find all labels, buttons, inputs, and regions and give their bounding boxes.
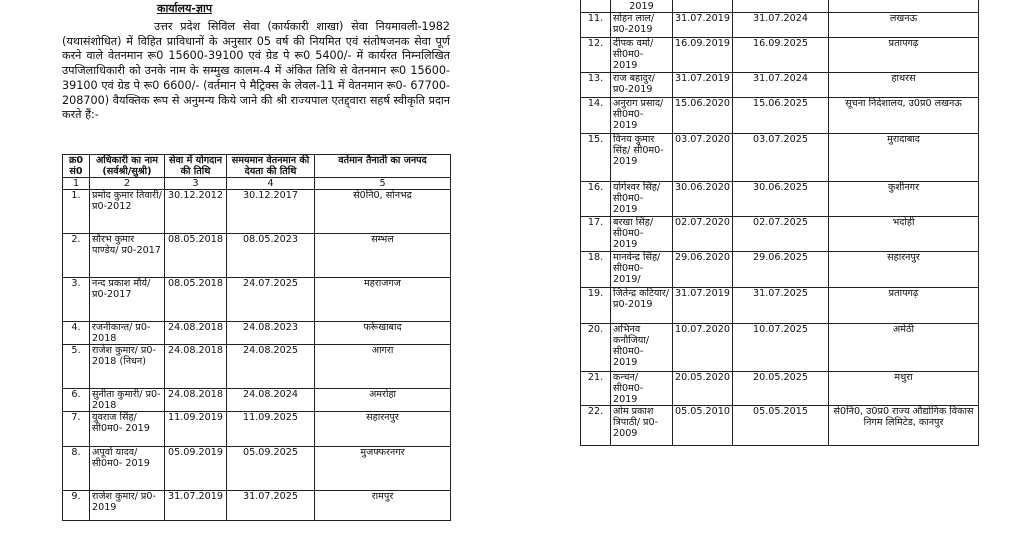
cell-due-date: 16.09.2025 (733, 38, 829, 73)
cell-due-date: 24.08.2025 (227, 345, 315, 389)
officers-table-right (580, 0, 979, 446)
table-body-left (63, 190, 451, 521)
cell-serial: 16. (581, 182, 611, 217)
cell-join-date: 24.08.2018 (165, 345, 227, 389)
cell-officer-name: राज बहादुर/ प्र0-2019 (611, 73, 673, 98)
table-row (63, 447, 451, 491)
cell-join-date: 05.09.2019 (165, 447, 227, 491)
cell-officer-name: राजेश कुमार/ प्र0-2018 (निधन) (90, 345, 165, 389)
officers-table-left (62, 154, 451, 521)
cell-serial: 9. (63, 491, 90, 521)
cell-officer-name: अभिनव कनौजिया/ सी0म0- 2019 (611, 324, 673, 372)
cell-join-date: 24.08.2018 (165, 322, 227, 345)
table-row (63, 234, 451, 278)
cell-due-date: 20.05.2025 (733, 372, 829, 406)
cell-join-date: 20.05.2020 (673, 372, 733, 406)
cell-officer-name: विनय कुमार सिंह/ सी0म0- 2019 (611, 134, 673, 182)
cell-officer-name: नन्द प्रकाश मौर्य/ प्र0-2017 (90, 278, 165, 322)
cell-serial: 6. (63, 389, 90, 412)
col-header-join-date: सेवा में योगदान की तिथि (165, 155, 227, 178)
intro-paragraph: उत्तर प्रदेश सिविल सेवा (कार्यकारी शाखा) सेवा नियमावली-1982 (यथासंशोधित) में विहित प्राविधानों के अनुसार 05 वर्ष की नियमित एवं संतोषजनक सेवा पूर्ण करने वाले वेतनमान रू0 15600-39100 एवं ग्रेड पे रू0 5400/- में कार्यरत निम्नलिखित उपजिलाधिकारी को उनके नाम के सम्मुख कालम-4 में अंकित तिथि से वेतनमान रू0 15600-39100 एवं ग्रेड पे रू0 6600/- (वर्तमान पे मैट्रिक्स के लेवल-11 में वेतनमान रू0- 67700-208700) वैयक्तिक रूप से अनुमन्य किये जाने की श्री राज्यपाल एतद्द्वारा सहर्ष स्वीकृति प्रदान करते हैं:- (62, 20, 450, 122)
cell-join-date: 29.06.2020 (673, 252, 733, 288)
col-number: 4 (227, 178, 315, 190)
cell-posting: फर्रूखाबाद (315, 322, 451, 345)
cell-officer-name: सौरभ कुमार पाण्डेय/ प्र0-2017 (90, 234, 165, 278)
cell-posting: मथुरा (829, 372, 979, 406)
cell-join-date: 30.12.2012 (165, 190, 227, 234)
cell-officer-name: कन्चन/ सी0म0- 2019 (611, 372, 673, 406)
table-row (581, 372, 979, 406)
col-number: 1 (63, 178, 90, 190)
cell-due-date: 24.08.2024 (227, 389, 315, 412)
cell-join-date: 03.07.2020 (673, 134, 733, 182)
table-row (63, 491, 451, 521)
cell-due-date: 10.07.2025 (733, 324, 829, 372)
cell-serial: 11. (581, 13, 611, 38)
table-row-fragment (581, 0, 979, 13)
cell-serial: 12. (581, 38, 611, 73)
cell-officer-name: रजनीकान्त/ प्र0-2018 (90, 322, 165, 345)
table-row (581, 252, 979, 288)
cell-serial: 19. (581, 288, 611, 324)
cell-serial: 20. (581, 324, 611, 372)
table-row (581, 217, 979, 252)
cell-due-date: 30.12.2017 (227, 190, 315, 234)
col-header-posting: वर्तमान तैनाती का जनपद (315, 155, 451, 178)
cell-due-date: 03.07.2025 (733, 134, 829, 182)
table-row (581, 182, 979, 217)
cell-officer-name: बरखा सिंह/ सी0म0- 2019 (611, 217, 673, 252)
table-row (581, 134, 979, 182)
cell-join-date: 08.05.2018 (165, 234, 227, 278)
cell-serial: 14. (581, 98, 611, 134)
table-row (581, 406, 979, 446)
cell-posting: सहारनपुर (829, 252, 979, 288)
cell-serial: 5. (63, 345, 90, 389)
col-number: 3 (165, 178, 227, 190)
column-number-row (63, 178, 451, 190)
document-page-left (62, 0, 450, 538)
cell-officer-name: अपूर्वा यादव/ सी0म0- 2019 (90, 447, 165, 491)
table-row (581, 324, 979, 372)
table-row (63, 412, 451, 447)
cell-officer-name: युवराज सिंह/ सी0म0- 2019 (90, 412, 165, 447)
table-row (63, 278, 451, 322)
cell-join-date: 08.05.2018 (165, 278, 227, 322)
cell-serial: 8. (63, 447, 90, 491)
cell-due-date: 30.06.2025 (733, 182, 829, 217)
col-header-serial: क्र0 सं0 (63, 155, 90, 178)
cell-due-date: 29.06.2025 (733, 252, 829, 288)
cell-serial: 22. (581, 406, 611, 446)
cell-posting: से0नि0, उ0प्र0 राज्य औद्योगिक विकास निगम लिमिटेड, कानपुर (829, 406, 979, 446)
cell-posting: मुजफ्फरनगर (315, 447, 451, 491)
cell-posting: भदोही (829, 217, 979, 252)
cell-join-date: 16.09.2019 (673, 38, 733, 73)
table-row (63, 345, 451, 389)
cell-posting: प्रतापगढ़ (829, 288, 979, 324)
cell-serial: 17. (581, 217, 611, 252)
cell-posting: कुशीनगर (829, 182, 979, 217)
cell-due-date: 15.06.2025 (733, 98, 829, 134)
cell-posting: सहारनपुर (315, 412, 451, 447)
table-row (581, 13, 979, 38)
cell-posting: प्रतापगढ़ (829, 38, 979, 73)
cell-due-date: 08.05.2023 (227, 234, 315, 278)
table-body-right (581, 0, 979, 446)
col-header-due-date: समयमान वेतनमान की देयता की तिथि (227, 155, 315, 178)
cell-due-date: 31.07.2024 (733, 73, 829, 98)
cell-serial: 13. (581, 73, 611, 98)
cell-join-date: 02.07.2020 (673, 217, 733, 252)
cell-serial: 4. (63, 322, 90, 345)
cell-join-date: 24.08.2018 (165, 389, 227, 412)
cell-posting: सम्भल (315, 234, 451, 278)
cell-join-date: 31.07.2019 (673, 288, 733, 324)
cell-join-date: 30.06.2020 (673, 182, 733, 217)
col-number: 2 (90, 178, 165, 190)
table-header-row (63, 155, 451, 178)
cell-officer-name: योगेश्वर सिंह/ सी0म0- 2019 (611, 182, 673, 217)
table-row (581, 73, 979, 98)
cell-officer-name: मानवेन्द्र सिंह/ सी0म0- 2019/ (611, 252, 673, 288)
cell-officer-name: सोहन लाल/ प्र0-2019 (611, 13, 673, 38)
cell-serial: 21. (581, 372, 611, 406)
cell-name-fragment: 2019 (611, 0, 673, 13)
document-heading: कार्यालय-ज्ञाप (157, 2, 213, 15)
cell-serial: 1. (63, 190, 90, 234)
col-header-name: अधिकारी का नाम (सर्वश्री/सुश्री) (90, 155, 165, 178)
cell-posting: सूचना निदेशालय, उ0प्र0 लखनऊ (829, 98, 979, 134)
table-row (581, 98, 979, 134)
table-row (63, 322, 451, 345)
cell-due-date: 31.07.2024 (733, 13, 829, 38)
cell-join-date: 31.07.2019 (165, 491, 227, 521)
table-row (581, 288, 979, 324)
cell-posting: अमेठी (829, 324, 979, 372)
cell-serial: 7. (63, 412, 90, 447)
cell-serial: 15. (581, 134, 611, 182)
cell-posting: से0नि0, सोनभद्र (315, 190, 451, 234)
cell-officer-name: सुनीता कुमारी/ प्र0-2018 (90, 389, 165, 412)
cell-due-date: 31.07.2025 (227, 491, 315, 521)
cell-due-date: 05.09.2025 (227, 447, 315, 491)
cell-due-date: 24.08.2023 (227, 322, 315, 345)
cell-join-date: 10.07.2020 (673, 324, 733, 372)
cell-due-date: 31.07.2025 (733, 288, 829, 324)
cell-posting: आगरा (315, 345, 451, 389)
cell-serial: 18. (581, 252, 611, 288)
cell-due-date: 11.09.2025 (227, 412, 315, 447)
cell-due-date: 05.05.2015 (733, 406, 829, 446)
cell-serial: 3. (63, 278, 90, 322)
cell-serial: 2. (63, 234, 90, 278)
cell-join-date: 05.05.2010 (673, 406, 733, 446)
cell-due-date: 02.07.2025 (733, 217, 829, 252)
table-row (63, 190, 451, 234)
table-row (63, 389, 451, 412)
cell-officer-name: प्रमोद कुमार तिवारी/ प्र0-2012 (90, 190, 165, 234)
cell-join-date: 31.07.2019 (673, 73, 733, 98)
cell-officer-name: ओम प्रकाश त्रिपाठी/ प्र0-2009 (611, 406, 673, 446)
cell-posting: हाथरस (829, 73, 979, 98)
table-row (581, 38, 979, 73)
cell-posting: महराजगज (315, 278, 451, 322)
cell-posting: मुरादाबाद (829, 134, 979, 182)
cell-officer-name: अनुराग प्रसाद/ सी0म0- 2019 (611, 98, 673, 134)
cell-join-date: 11.09.2019 (165, 412, 227, 447)
cell-posting: अमरोहा (315, 389, 451, 412)
document-page-right (580, 0, 978, 538)
cell-posting: रामपुर (315, 491, 451, 521)
cell-join-date: 31.07.2019 (673, 13, 733, 38)
cell-officer-name: राजेश कुमार/ प्र0-2019 (90, 491, 165, 521)
cell-join-date: 15.06.2020 (673, 98, 733, 134)
col-number: 5 (315, 178, 451, 190)
cell-due-date: 24.07.2025 (227, 278, 315, 322)
cell-posting: लखनऊ (829, 13, 979, 38)
cell-officer-name: दीपक वर्मा/ सी0म0- 2019 (611, 38, 673, 73)
cell-officer-name: जितेन्द्र कटियार/ प्र0-2019 (611, 288, 673, 324)
